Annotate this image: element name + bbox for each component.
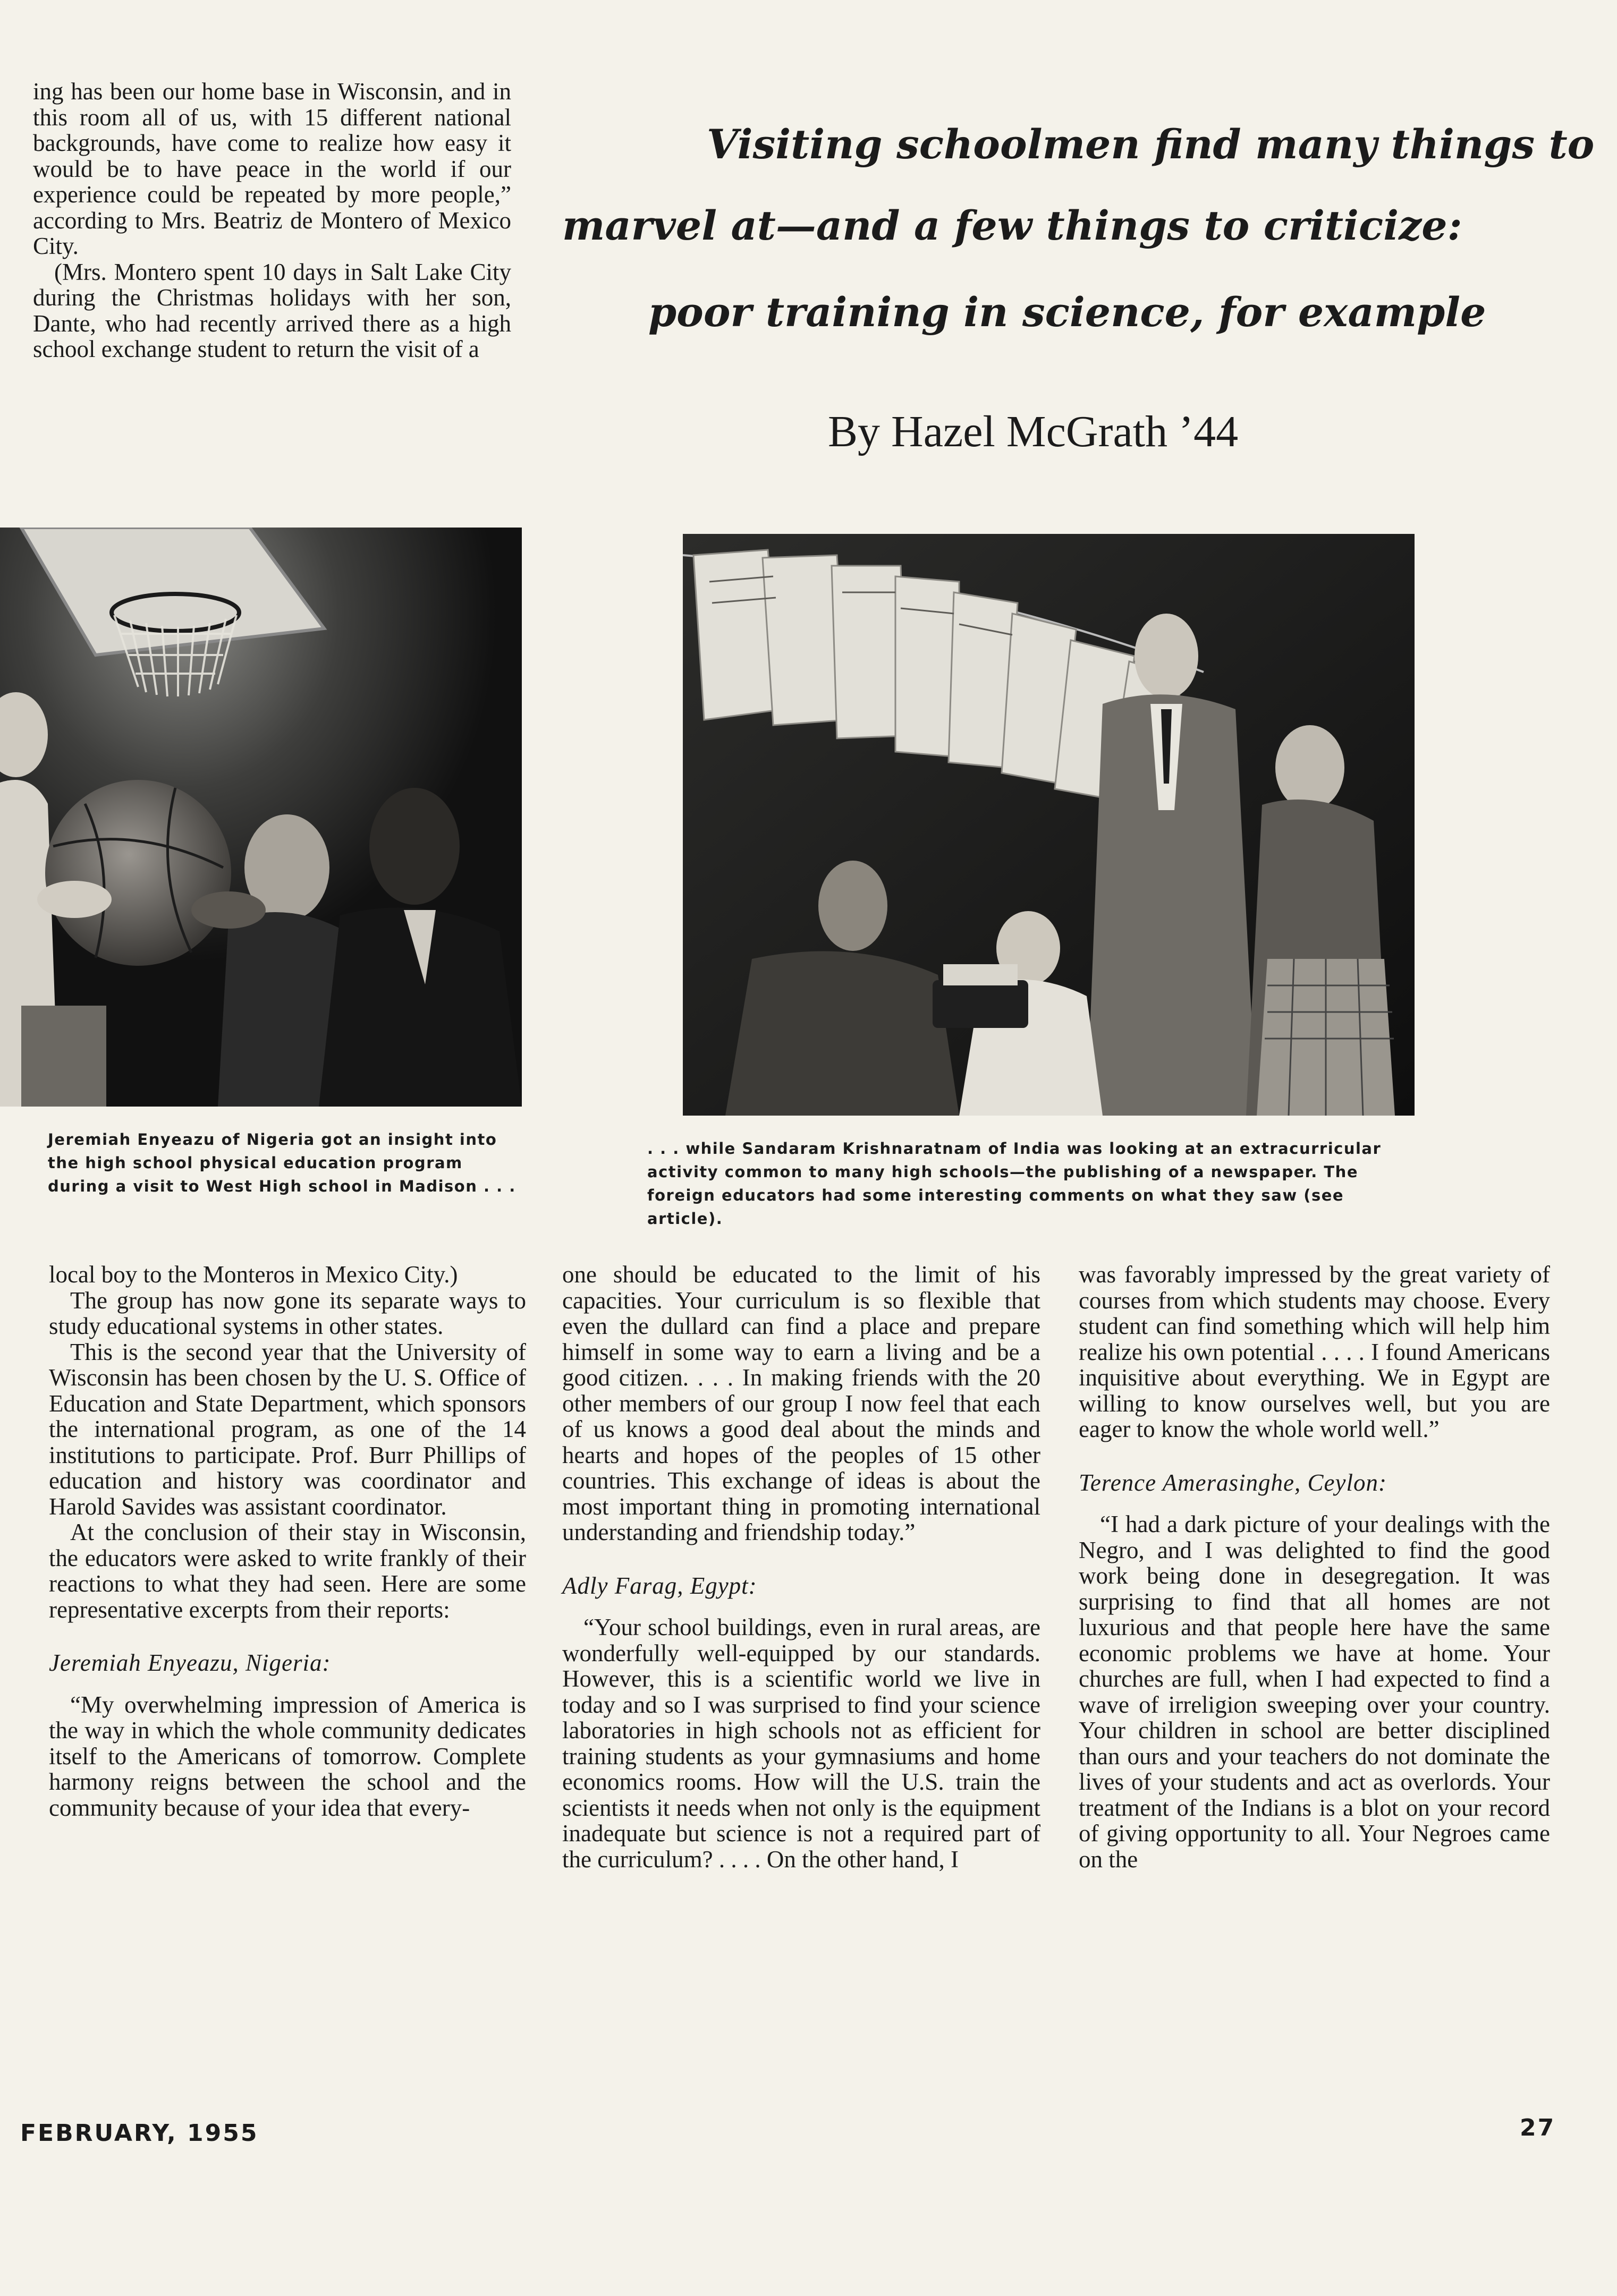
- article-column-2: [562, 1262, 1040, 1872]
- speaker-farag: Adly Farag, Egypt:: [562, 1572, 757, 1599]
- col2-paragraph-2: “Your school buildings, even in rural areas, are wonderfully well-equipped by our standards. However, this is a scientific world we live in today and so I was surprised to find your science laboratories in high schools not as efficient for training students as your gymnasiums and home economics rooms. How will the U.S. train the scientists it needs when not only is the equipment inadequate but science is not a required part of the curriculum? . . . . On the other hand, I: [562, 1614, 1040, 1873]
- col3-paragraph-1: was favorably impressed by the great variety of courses from which students may choose. Every student can find something which will help him realize his own potential . . . . I found Americans inquisitive about everything. We in Egypt are willing to know ourselves well, but you are eager to know the whole world well.”: [1079, 1261, 1550, 1442]
- col3-paragraph-2: “I had a dark picture of your dealings with the Negro, and I was delighted to find the good work being done in desegregation. It was surprising to find that all homes are not luxurious and that people here have the same economic problems we have at home. Your churches are full, when I had expected to find a wave of irreligion sweeping over your country. Your children in school are better disciplined than ours and your teachers do not dominate the lives of your students and act as overlords. Your treatment of the Indians is a blot on your record of giving opportunity to all. Your Negroes came on the: [1079, 1511, 1550, 1873]
- caption-left-photo: Jeremiah Enyeazu of Nigeria got an insight into the high school physical education program during a visit to West High school in Madison . . .: [48, 1130, 516, 1195]
- col1-paragraph-3: This is the second year that the University of Wisconsin has been chosen by the U. S. Office of Education and State Department, which sponsors the international program, as one of the 14 institutions to participate. Prof. Burr Phillips of education and history was coordinator and Harold Savides was assistant coordinator.: [49, 1338, 526, 1520]
- headline-line-2: marvel at—and a few things to criticize:: [562, 202, 1462, 249]
- headline-line-3: poor training in science, for example: [648, 288, 1486, 336]
- article-column-1: [49, 1262, 526, 1821]
- col2-paragraph-1: one should be educated to the limit of his capacities. Your curriculum is so flexible that even the dullard can find a place and prepare himself in some way to earn a living and be a good citizen. . . . In making friends with the 20 other members of our group I now feel that each of us knows a good deal about the minds and hearts and hopes of the peoples of 15 other countries. This exchange of ideas is about the most important thing in promoting international understanding and friendship today.”: [562, 1261, 1040, 1545]
- byline: By Hazel McGrath ’44: [828, 407, 1239, 456]
- photo-physical-education: [0, 528, 522, 1107]
- photo-newspaper-room: [683, 534, 1415, 1116]
- col1-paragraph-5: “My overwhelming impression of America is the way in which the whole community dedicates itself to the Americans of tomorrow. Complete harmony reigns between the school and the community because of your idea that every-: [49, 1691, 526, 1821]
- col1-paragraph-1: local boy to the Monteros in Mexico City.): [49, 1261, 458, 1288]
- caption-right-photo: . . . while Sandaram Krishnaratnam of India was looking at an extracurricular activity common to many high schools—the publishing of a newspaper. The foreign educators had some interesting comments on what they saw (see article).: [647, 1140, 1382, 1228]
- headline-line-1: Visiting schoolmen find many things to: [707, 121, 1595, 168]
- intro-parenthetical: (Mrs. Montero spent 10 days in Salt Lake City during the Christmas holidays with her son, Dante, who had recently arrived there as a high school exchange student to return the visit of a: [33, 258, 511, 362]
- col1-paragraph-4: At the conclusion of their stay in Wisconsin, the educators were asked to write frankly of their reactions to what they had seen. Here are some representative excerpts from their reports:: [49, 1519, 526, 1623]
- page-number: 27: [1520, 2114, 1556, 2141]
- speaker-amerasinghe: Terence Amerasinghe, Ceylon:: [1079, 1469, 1387, 1496]
- col1-paragraph-2: The group has now gone its separate ways to study educational systems in other states.: [49, 1287, 526, 1339]
- intro-column: [33, 79, 511, 362]
- speaker-enyeazu: Jeremiah Enyeazu, Nigeria:: [49, 1649, 331, 1676]
- article-column-3: [1079, 1262, 1550, 1872]
- issue-date: FEBRUARY, 1955: [20, 2120, 259, 2147]
- intro-paragraph: ing has been our home base in Wisconsin, and in this room all of us, with 15 different national backgrounds, have come to realize how easy it would be to have peace in the world if our experience could be repeated by more people,” according to Mrs. Beatriz de Montero of Mexico City.: [33, 78, 511, 259]
